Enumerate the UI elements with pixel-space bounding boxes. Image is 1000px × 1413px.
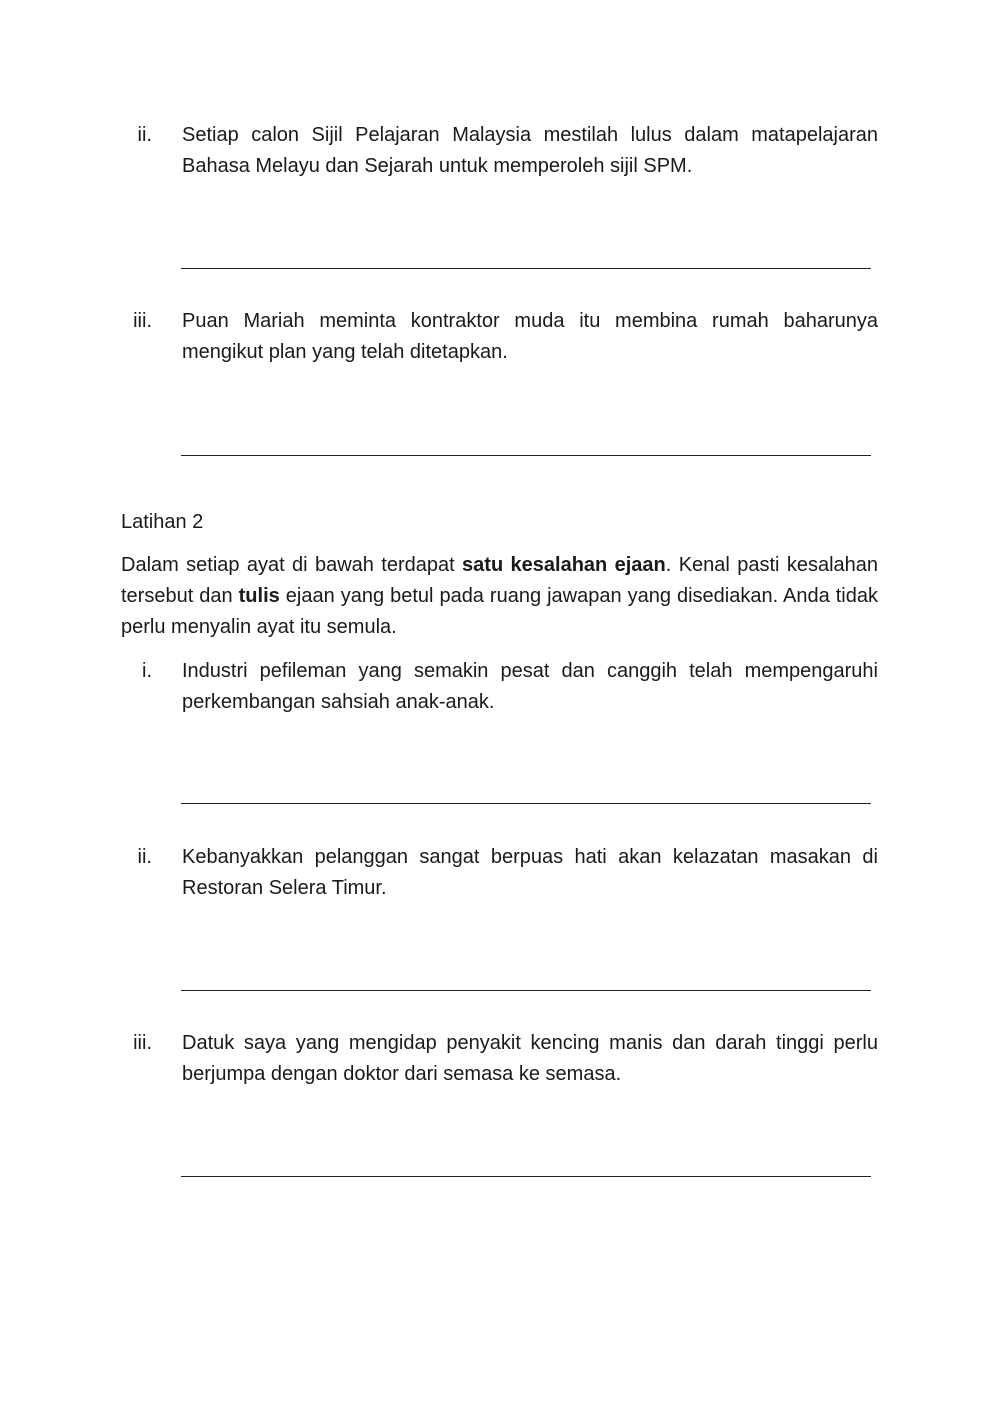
instruction-bold: satu kesalahan ejaan — [462, 554, 666, 576]
question-text: Industri pefileman yang semakin pesat dan canggih telah mempengaruhi perkembangan sahsiah anak-anak. — [182, 660, 878, 713]
section-heading: Latihan 2 — [121, 511, 204, 533]
instruction-text: . Kenal pasti kesalahan tersebut dan — [121, 554, 879, 607]
instruction-text: Dalam setiap ayat di bawah terdapat — [121, 554, 463, 576]
answer-line[interactable] — [181, 268, 871, 269]
instruction-paragraph — [121, 550, 878, 643]
question-number: iii. — [133, 310, 152, 332]
answer-line[interactable] — [181, 803, 871, 804]
answer-line[interactable] — [181, 1176, 871, 1177]
question-number: iii. — [133, 1032, 152, 1054]
question-number: i. — [142, 660, 152, 682]
instruction-text: ejaan yang betul pada ruang jawapan yang disediakan. Anda tidak perlu menyalin ayat itu semula. — [121, 585, 878, 638]
question-text: Setiap calon Sijil Pelajaran Malaysia mestilah lulus dalam matapelajaran Bahasa Melayu dan Sejarah untuk memperoleh sijil SPM. — [182, 124, 878, 177]
question-text: Kebanyakkan pelanggan sangat berpuas hati akan kelazatan masakan di Restoran Selera Timur. — [182, 846, 878, 899]
question-number: ii. — [137, 846, 152, 868]
answer-line[interactable] — [181, 990, 871, 991]
question-number: ii. — [137, 124, 152, 146]
instruction-bold: tulis — [238, 585, 280, 607]
question-text: Datuk saya yang mengidap penyakit kencing manis dan darah tinggi perlu berjumpa dengan doktor dari semasa ke semasa. — [182, 1032, 878, 1085]
question-text: Puan Mariah meminta kontraktor muda itu membina rumah baharunya mengikut plan yang telah ditetapkan. — [182, 310, 878, 363]
answer-line[interactable] — [181, 455, 871, 456]
